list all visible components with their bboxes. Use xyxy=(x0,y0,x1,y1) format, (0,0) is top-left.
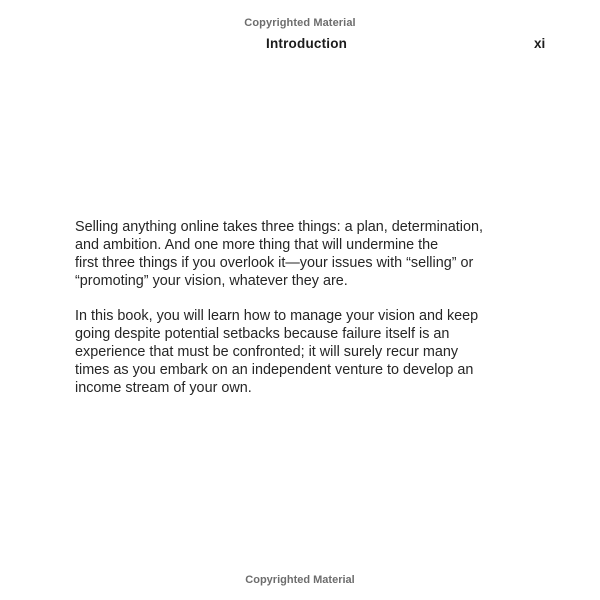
running-head xyxy=(0,36,600,54)
text-line: first three things if you overlook it—your issues with “selling” or xyxy=(75,255,474,271)
copyright-watermark-bottom: Copyrighted Material xyxy=(245,574,355,586)
text-line: times as you embark on an independent venture to develop an xyxy=(75,362,474,378)
text-line: and ambition. And one more thing that will undermine the xyxy=(75,237,439,253)
text-line: going despite potential setbacks because failure itself is an xyxy=(75,326,450,342)
text-line: “promoting” your vision, whatever they are. xyxy=(75,273,348,289)
paragraph-2 xyxy=(75,307,550,397)
text-line: Selling anything online takes three things: a plan, determination, xyxy=(75,219,483,235)
text-line: experience that must be confronted; it will surely recur many xyxy=(75,344,459,360)
body-text xyxy=(75,218,550,414)
paragraph-1 xyxy=(75,218,550,290)
text-line: In this book, you will learn how to manage your vision and keep xyxy=(75,308,479,324)
text-line: income stream of your own. xyxy=(75,380,252,396)
copyright-watermark-top: Copyrighted Material xyxy=(244,17,356,29)
chapter-title: Introduction xyxy=(266,36,348,51)
page-number: xi xyxy=(534,36,546,51)
